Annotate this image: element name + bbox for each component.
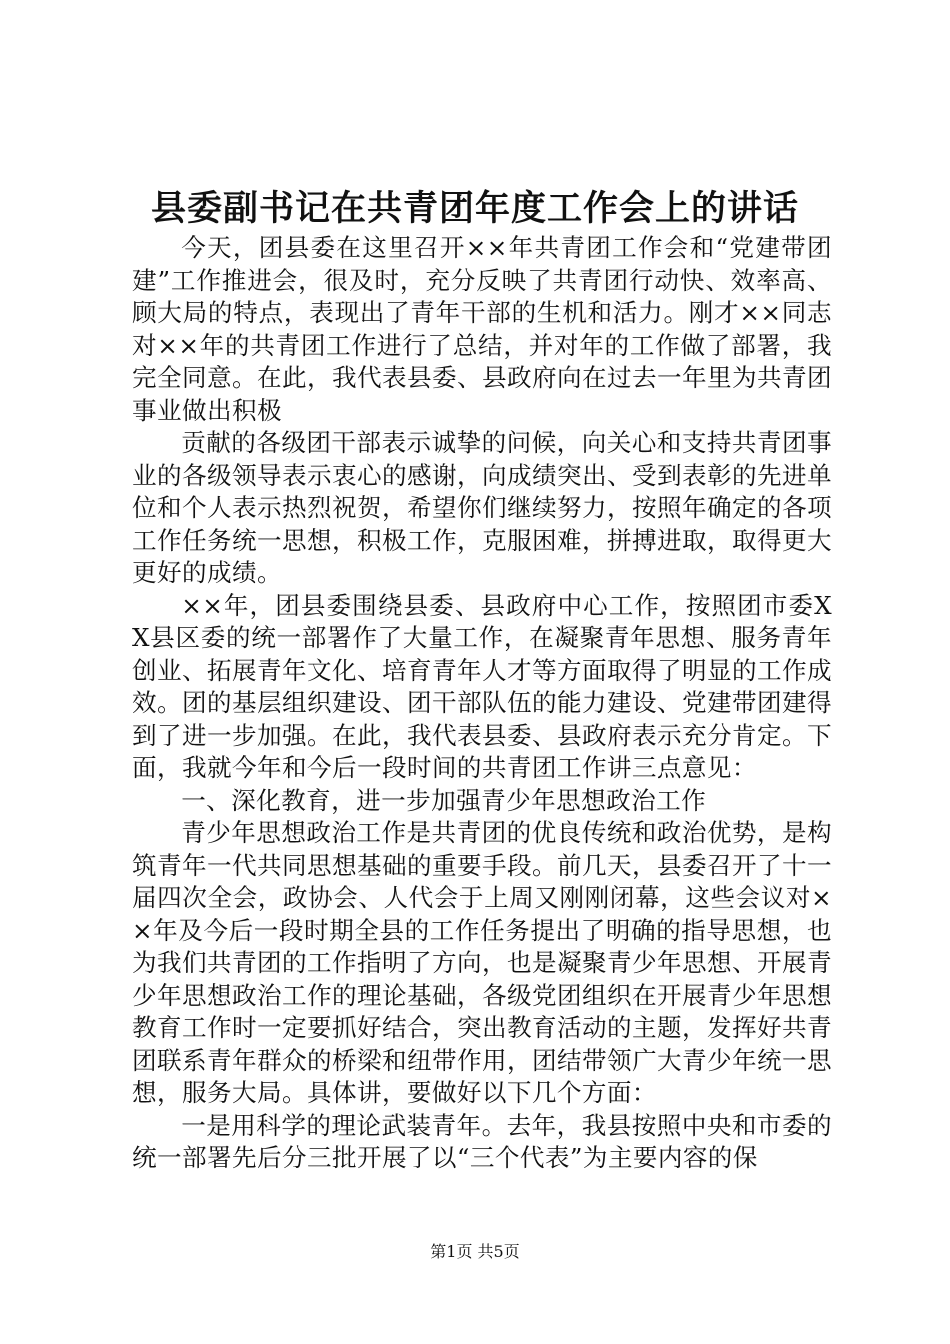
paragraph-1: 今天，团县委在这里召开××年共青团工作会和“党建带团建”工作推进会，很及时，充分反映了共青团行动快、效率高、顾大局的特点，表现出了青年干部的生机和活力。刚才××同志对××年的共青团工作进行了总结，并对年的工作做了部署，我完全同意。在此，我代表县委、县政府向在过去一年里为共青团事业做出积极 [132, 233, 832, 425]
section-heading-1: 一、深化教育，进一步加强青少年思想政治工作 [181, 785, 707, 815]
paragraph-3: ××年，团县委围绕县委、县政府中心工作，按照团市委XX县区委的统一部署作了大量工作，在凝聚青年思想、服务青年创业、拓展青年文化、培育青年人才等方面取得了明显的工作成效。团的基层组织建设、团干部队伍的能力建设、党建带团建得到了进一步加强。在此，我代表县委、县政府表示充分肯定。下面，我就今年和今后一段时间的共青团工作讲三点意见： [132, 590, 832, 782]
paragraph-5: 一是用科学的理论武装青年。去年，我县按照中央和市委的统一部署先后分三批开展了以“三个代表”为主要内容的保 [132, 1110, 832, 1172]
page-number-footer: 第1页 共5页 [430, 1242, 520, 1261]
document-title: 县委副书记在共青团年度工作会上的讲话 [150, 188, 799, 229]
paragraph-2: 贡献的各级团干部表示诚挚的问候，向关心和支持共青团事业的各级领导表示衷心的感谢，向成绩突出、受到表彰的先进单位和个人表示热烈祝贺，希望你们继续努力，按照年确定的各项工作任务统一思想，积极工作，克服困难，拼搏进取，取得更大更好的成绩。 [132, 428, 832, 587]
document-body [132, 232, 832, 1175]
paragraph-4: 青少年思想政治工作是共青团的优良传统和政治优势，是构筑青年一代共同思想基础的重要手段。前几天，县委召开了十一届四次全会，政协会、人代会于上周又刚刚闭幕，这些会议对××年及今后一段时期全县的工作任务提出了明确的指导思想，也为我们共青团的工作指明了方向，也是凝聚青少年思想、开展青少年思想政治工作的理论基础，各级党团组织在开展青少年思想教育工作时一定要抓好结合，突出教育活动的主题，发挥好共青团联系青年群众的桥梁和纽带作用，团结带领广大青少年统一思想，服务大局。具体讲，要做好以下几个方面： [132, 818, 832, 1107]
